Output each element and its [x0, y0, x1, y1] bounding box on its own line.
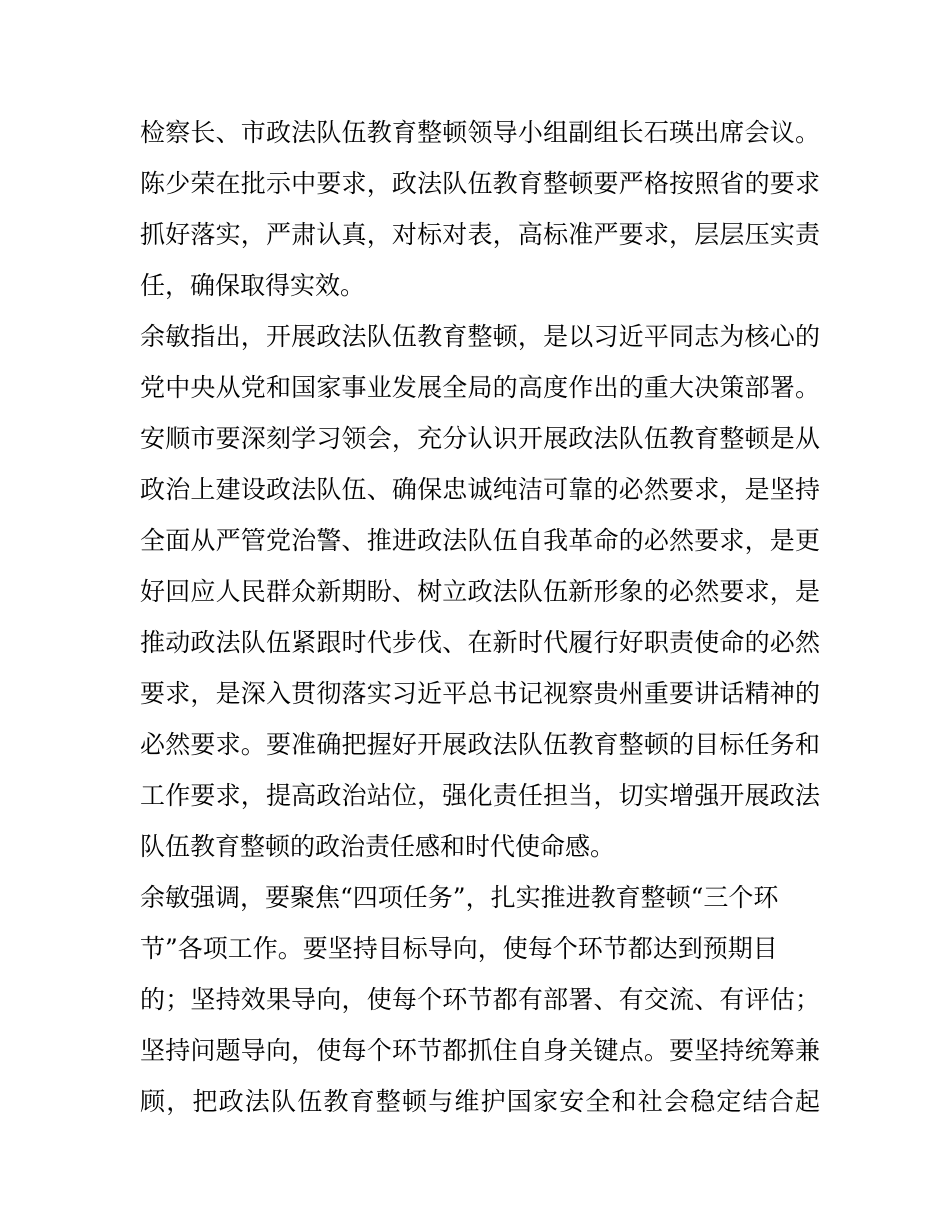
- text-line: 余敏指出，开展政法队伍教育整顿，是以习近平同志为核心的: [140, 322, 820, 351]
- text-line: 工作要求，提高政治站位，强化责任担当，切实增强开展政法: [140, 781, 820, 810]
- text-line: 余敏强调，要聚焦“四项任务”，扎实推进教育整顿“三个环: [140, 883, 779, 912]
- text-line: 陈少荣在批示中要求，政法队伍教育整顿要严格按照省的要求: [140, 169, 820, 198]
- text-line: 顾，把政法队伍教育整顿与维护国家安全和社会稳定结合起: [140, 1087, 820, 1116]
- text-line: 检察长、市政法队伍教育整顿领导小组副组长石瑛出席会议。: [140, 118, 820, 147]
- text-line: 的；坚持效果导向，使每个环节都有部署、有交流、有评估；: [140, 985, 820, 1014]
- text-line: 任，确保取得实效。: [140, 271, 366, 300]
- text-line: 党中央从党和国家事业发展全局的高度作出的重大决策部署。: [140, 373, 820, 402]
- text-line: 队伍教育整顿的政治责任感和时代使命感。: [140, 832, 616, 861]
- text-line: 全面从严管党治警、推进政法队伍自我革命的必然要求，是更: [140, 526, 820, 555]
- text-line: 抓好落实，严肃认真，对标对表，高标准严要求，层层压实责: [140, 220, 820, 249]
- text-line: 政治上建设政法队伍、确保忠诚纯洁可靠的必然要求，是坚持: [140, 475, 820, 504]
- text-line: 要求，是深入贯彻落实习近平总书记视察贵州重要讲话精神的: [140, 679, 820, 708]
- text-line: 必然要求。要准确把握好开展政法队伍教育整顿的目标任务和: [140, 730, 820, 759]
- text-line: 推动政法队伍紧跟时代步伐、在新时代履行好职责使命的必然: [140, 628, 820, 657]
- text-line: 节”各项工作。要坚持目标导向，使每个环节都达到预期目: [140, 934, 778, 963]
- text-line: 安顺市要深刻学习领会，充分认识开展政法队伍教育整顿是从: [140, 424, 820, 453]
- document-body: [140, 107, 820, 1127]
- text-line: 好回应人民群众新期盼、树立政法队伍新形象的必然要求，是: [140, 577, 820, 606]
- text-line: 坚持问题导向，使每个环节都抓住自身关键点。要坚持统筹兼: [140, 1036, 820, 1065]
